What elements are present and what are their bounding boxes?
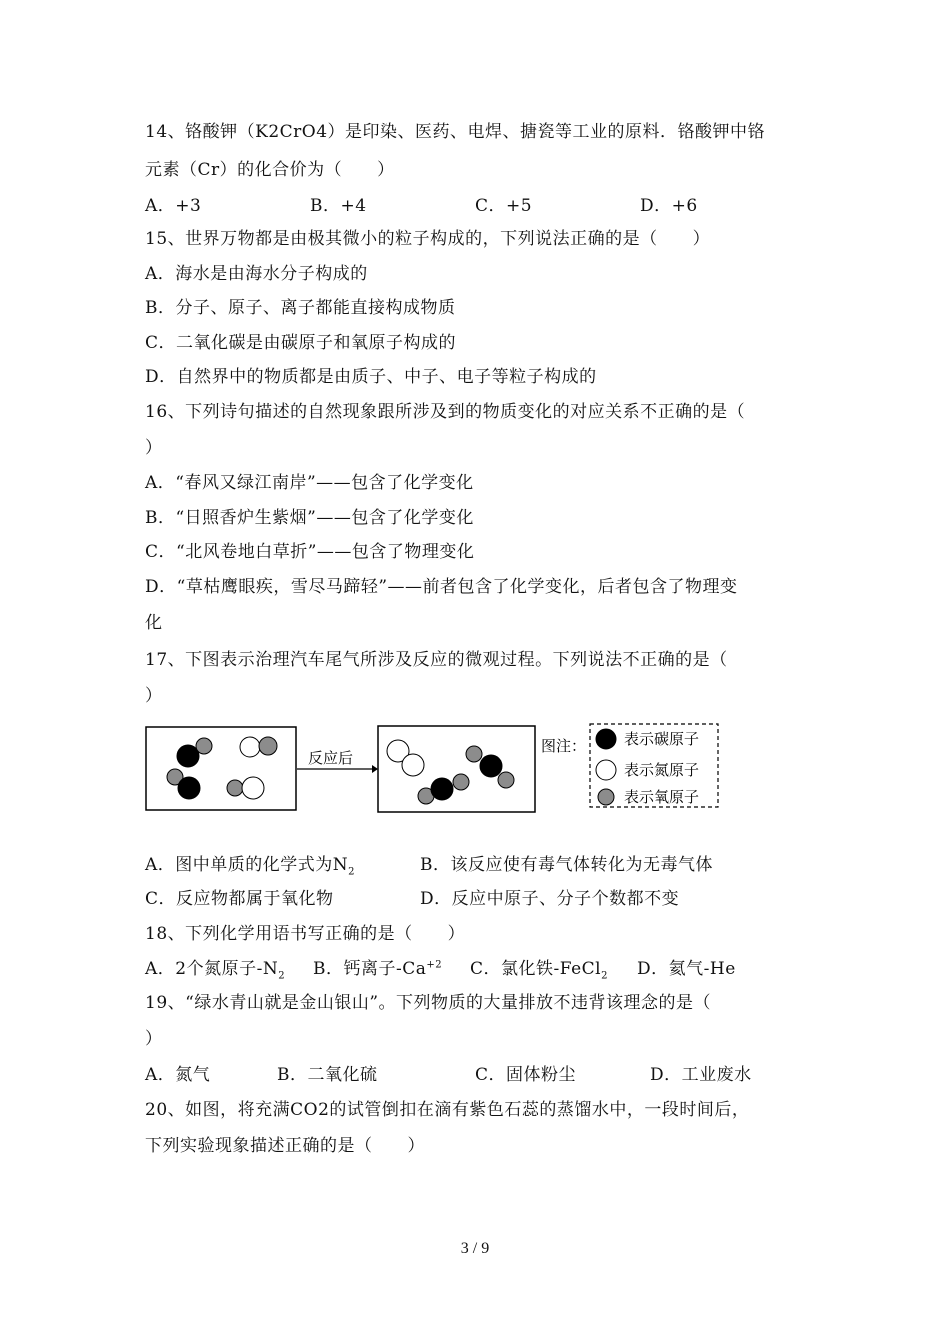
q14-option-d: D．+6	[640, 196, 698, 216]
arrow-label: 反应后	[308, 749, 354, 767]
q15-option-d: D．自然界中的物质都是由质子、中子、电子等粒子构成的	[145, 367, 597, 387]
oxygen-atom	[498, 772, 514, 788]
legend-oxygen-label: 表示氧原子	[624, 788, 700, 806]
reaction-diagram	[140, 715, 730, 815]
carbon-atom	[178, 777, 200, 799]
legend-carbon-label: 表示碳原子	[624, 730, 700, 748]
q14-stem-line2: 元素（Cr）的化合价为（ ）	[145, 160, 395, 180]
q18-option-a: A．2个氮原子$-N_2$	[145, 959, 286, 982]
q16-stem-line2: ）	[145, 438, 163, 458]
oxygen-atom	[196, 738, 212, 754]
oxygen-atom	[466, 746, 482, 762]
oxygen-atom	[453, 774, 469, 790]
nitrogen-atom	[242, 777, 264, 799]
q17-stem-line1: 17、下图表示治理汽车尾气所涉及反应的微观过程。下列说法不正确的是（	[145, 650, 728, 670]
q15-stem: 15、世界万物都是由极其微小的粒子构成的，下列说法正确的是（ ）	[145, 229, 711, 249]
q19-option-d: D．工业废水	[650, 1065, 752, 1085]
nitrogen-atom	[402, 754, 424, 776]
legend-nitrogen-icon	[596, 760, 616, 780]
q14-option-c: C．+5	[475, 196, 533, 216]
q16-stem-line1: 16、下列诗句描述的自然现象跟所涉及到的物质变化的对应关系不正确的是（	[145, 402, 746, 422]
legend-nitrogen-label: 表示氮原子	[624, 761, 700, 779]
nitrogen-atom	[240, 737, 260, 757]
q19-stem-line2: ）	[145, 1029, 163, 1049]
q16-option-d: D．“草枯鹰眼疾，雪尽马蹄轻”——前者包含了化学变化，后者包含了物理变	[145, 577, 738, 597]
page-number: 3 / 9	[460, 1240, 490, 1257]
q19-stem-line1: 19、“绿水青山就是金山银山”。下列物质的大量排放不违背该理念的是（	[145, 993, 712, 1013]
q18-option-b: B．钙离子$-Ca^{+2}$	[313, 959, 443, 979]
q16-option-b: B．“日照香炉生紫烟”——包含了化学变化	[145, 508, 474, 528]
q18-option-d: D．氦气-He	[637, 959, 736, 979]
q16-option-c: C．“北风卷地白草折”——包含了物理变化	[145, 542, 475, 562]
q17-option-b: B．该反应使有毒气体转化为无毒气体	[420, 855, 713, 875]
q14-option-a: A．+3	[145, 196, 202, 216]
q15-option-a: A．海水是由海水分子构成的	[145, 264, 368, 284]
legend-title: 图注：	[541, 737, 587, 755]
q14-stem-line1: 14、铬酸钾（K2CrO4）是印染、医药、电焊、搪瓷等工业的原料．铬酸钾中铬	[145, 122, 766, 142]
q18-stem: 18、下列化学用语书写正确的是（ ）	[145, 924, 466, 944]
carbon-atom	[480, 755, 502, 777]
q15-option-b: B．分子、原子、离子都能直接构成物质	[145, 298, 456, 318]
legend-oxygen-icon	[598, 789, 614, 805]
q16-option-a: A．“春风又绿江南岸”——包含了化学变化	[145, 473, 474, 493]
carbon-atom	[431, 778, 453, 800]
oxygen-atom	[259, 737, 277, 755]
q16-option-d-cont: 化	[145, 613, 163, 633]
q19-option-a: A．氮气	[145, 1065, 211, 1085]
carbon-atom	[177, 745, 199, 767]
q20-stem-line1: 20、如图，将充满CO2的试管倒扣在滴有紫色石蕊的蒸馏水中，一段时间后，	[145, 1100, 750, 1120]
q14-option-b: B．+4	[310, 196, 367, 216]
q17-option-d: D．反应中原子、分子个数都不变	[420, 889, 680, 909]
q19-option-c: C．固体粉尘	[475, 1065, 577, 1085]
q20-stem-line2: 下列实验现象描述正确的是（ ）	[145, 1136, 425, 1156]
products-box	[378, 726, 535, 812]
legend-carbon-icon	[596, 729, 616, 749]
q17-option-a: A．图中单质的化学式为$N_2$	[145, 855, 356, 878]
q17-stem-line2: ）	[145, 686, 163, 706]
reaction-arrow-head	[372, 765, 378, 773]
q19-option-b: B．二氧化硫	[277, 1065, 378, 1085]
q17-option-c: C．反应物都属于氧化物	[145, 889, 334, 909]
oxygen-atom	[227, 780, 243, 796]
q15-option-c: C．二氧化碳是由碳原子和氧原子构成的	[145, 333, 457, 353]
q18-option-c: C．氯化铁-FeCl$_2$	[470, 959, 608, 982]
